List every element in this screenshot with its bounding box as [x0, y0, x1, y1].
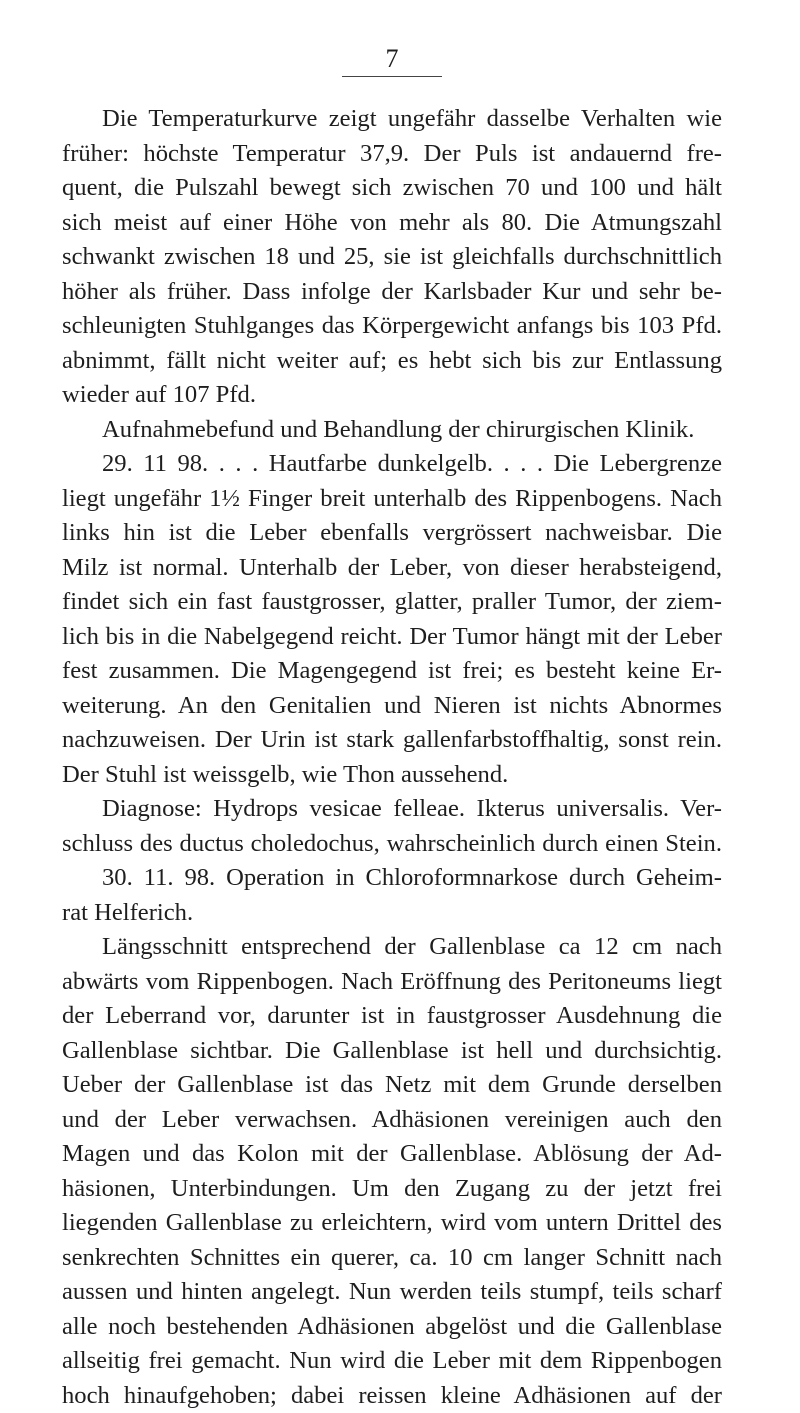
text-line: häsionen, Unterbindungen. Um den Zugang zu der jetzt frei [62, 1172, 722, 1207]
text-line: allseitig frei gemacht. Nun wird die Leber mit dem Rippenbogen [62, 1344, 722, 1379]
text-line: früher: höchste Temperatur 37,9. Der Puls ist andauernd fre- [62, 137, 722, 172]
text-line: und der Leber verwachsen. Adhäsionen vereinigen auch den [62, 1103, 722, 1138]
text-line: abwärts vom Rippenbogen. Nach Eröffnung des Peritoneums liegt [62, 965, 722, 1000]
text-line: schwankt zwischen 18 und 25, sie ist gleichfalls durchschnittlich [62, 240, 722, 275]
text-line: Längsschnitt entsprechend der Gallenblase ca 12 cm nach [62, 930, 722, 965]
text-line: hoch hinaufgehoben; dabei reissen kleine Adhäsionen auf der [62, 1379, 722, 1413]
text-line: Ueber der Gallenblase ist das Netz mit dem Grunde derselben [62, 1068, 722, 1103]
text-line: höher als früher. Dass infolge der Karlsbader Kur und sehr be- [62, 275, 722, 310]
text-line: quent, die Pulszahl bewegt sich zwischen 70 und 100 und hält [62, 171, 722, 206]
text-line: sich meist auf einer Höhe von mehr als 80. Die Atmungszahl [62, 206, 722, 241]
text-line: senkrechten Schnittes ein querer, ca. 10 cm langer Schnitt nach [62, 1241, 722, 1276]
text-line: liegenden Gallenblase zu erleichtern, wird vom untern Drittel des [62, 1206, 722, 1241]
text-line: wieder auf 107 Pfd. [62, 378, 722, 413]
text-line: Magen und das Kolon mit der Gallenblase. Ablösung der Ad- [62, 1137, 722, 1172]
text-line: Aufnahmebefund und Behandlung der chirurgischen Klinik. [62, 413, 722, 448]
text-line: Der Stuhl ist weissgelb, wie Thon aussehend. [62, 758, 722, 793]
text-line: rat Helferich. [62, 896, 722, 931]
body-text [62, 102, 722, 1413]
text-line: fest zusammen. Die Magengegend ist frei; es besteht keine Er- [62, 654, 722, 689]
text-line: Milz ist normal. Unterhalb der Leber, von dieser herabsteigend, [62, 551, 722, 586]
text-line: links hin ist die Leber ebenfalls vergrössert nachweisbar. Die [62, 516, 722, 551]
text-line: lich bis in die Nabelgegend reicht. Der Tumor hängt mit der Leber [62, 620, 722, 655]
text-line: schluss des ductus choledochus, wahrscheinlich durch einen Stein. [62, 827, 722, 862]
text-line: Gallenblase sichtbar. Die Gallenblase ist hell und durchsichtig. [62, 1034, 722, 1069]
text-line: 30. 11. 98. Operation in Chloroformnarkose durch Geheim- [62, 861, 722, 896]
text-line: liegt ungefähr 1½ Finger breit unterhalb des Rippenbogens. Nach [62, 482, 722, 517]
text-line: der Leberrand vor, darunter ist in faustgrosser Ausdehnung die [62, 999, 722, 1034]
page-number: 7 [342, 42, 442, 77]
text-line: aussen und hinten angelegt. Nun werden teils stumpf, teils scharf [62, 1275, 722, 1310]
text-line: schleunigten Stuhlganges das Körpergewicht anfangs bis 103 Pfd. [62, 309, 722, 344]
text-line: abnimmt, fällt nicht weiter auf; es hebt sich bis zur Entlassung [62, 344, 722, 379]
text-line: Die Temperaturkurve zeigt ungefähr dasselbe Verhalten wie [62, 102, 722, 137]
text-line: weiterung. An den Genitalien und Nieren ist nichts Abnormes [62, 689, 722, 724]
text-line: Diagnose: Hydrops vesicae felleae. Ikterus universalis. Ver- [62, 792, 722, 827]
text-line: alle noch bestehenden Adhäsionen abgelöst und die Gallenblase [62, 1310, 722, 1345]
text-line: findet sich ein fast faustgrosser, glatter, praller Tumor, der ziem- [62, 585, 722, 620]
text-line: 29. 11 98. . . . Hautfarbe dunkelgelb. . . . Die Lebergrenze [62, 447, 722, 482]
text-line: nachzuweisen. Der Urin ist stark gallenfarbstoffhaltig, sonst rein. [62, 723, 722, 758]
